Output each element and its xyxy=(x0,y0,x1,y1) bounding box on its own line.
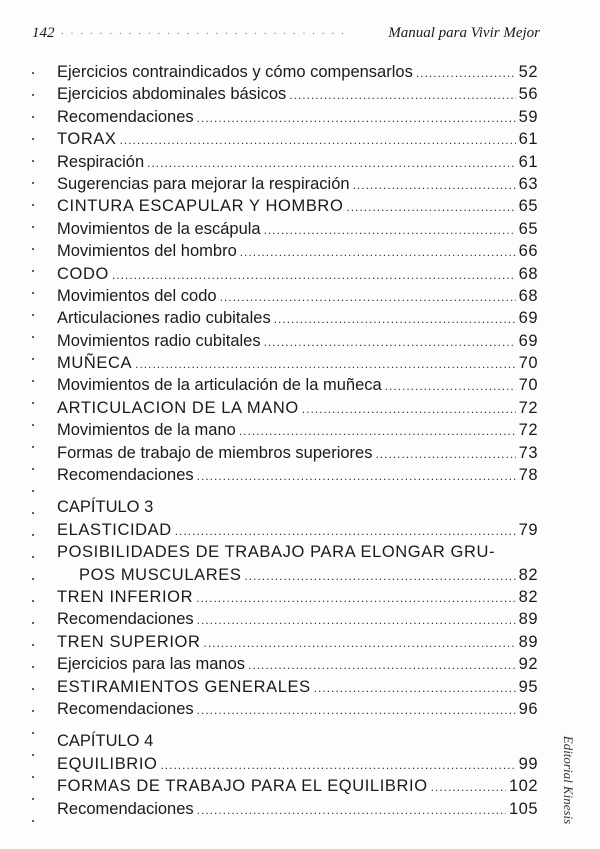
entry-page: 70 xyxy=(518,354,538,373)
dot-leader xyxy=(220,286,516,308)
entry-page: 52 xyxy=(518,63,538,81)
toc-entry xyxy=(57,464,538,486)
dot-leader xyxy=(196,587,516,609)
entry-page: 70 xyxy=(518,376,538,395)
dot-leader xyxy=(240,241,516,263)
dot-leader xyxy=(416,62,516,84)
toc-entry xyxy=(57,151,538,173)
entry-page: 61 xyxy=(518,130,538,149)
toc-heading xyxy=(57,541,538,563)
entry-page: 72 xyxy=(518,398,538,417)
toc-heading xyxy=(57,730,538,752)
entry-page: 79 xyxy=(518,520,538,539)
entry-title: Ejercicios abdominales básicos xyxy=(57,85,287,104)
entry-page: 56 xyxy=(518,85,538,104)
dot-leader xyxy=(160,754,515,776)
dot-leader xyxy=(197,107,516,129)
entry-title: Movimientos de la mano xyxy=(57,421,236,440)
toc-entry xyxy=(57,698,538,720)
dot-leader xyxy=(264,219,516,241)
entry-page: 82 xyxy=(518,587,538,606)
entry-page: 92 xyxy=(518,655,538,674)
entry-page: 59 xyxy=(518,107,538,126)
toc-entry xyxy=(57,106,538,128)
entry-page: 96 xyxy=(518,699,538,718)
entry-title: EQUILIBRIO xyxy=(57,754,158,773)
dot-leader xyxy=(197,465,516,487)
entry-title: Movimientos de la articulación de la muñeca xyxy=(57,376,382,395)
dot-leader xyxy=(197,699,516,721)
toc-entry xyxy=(57,195,538,217)
entry-title: ELASTICIDAD xyxy=(57,520,172,539)
entry-title: Recomendaciones xyxy=(57,799,194,818)
entry-page: 65 xyxy=(518,219,538,238)
toc-entry xyxy=(57,676,538,698)
entry-title: Formas de trabajo de miembros superiores xyxy=(57,443,373,462)
entry-page: 69 xyxy=(518,309,538,328)
toc-entry xyxy=(57,83,538,105)
entry-title: Recomendaciones xyxy=(57,107,194,126)
toc-entry xyxy=(57,374,538,396)
toc-entry xyxy=(57,564,538,586)
toc-entry xyxy=(57,631,538,653)
toc-entry xyxy=(57,218,538,240)
toc-entry xyxy=(57,586,538,608)
entry-page: 65 xyxy=(518,197,538,216)
dot-leader xyxy=(248,654,516,676)
publisher-text: Editorial Kinesis xyxy=(561,735,576,825)
entry-page: 68 xyxy=(518,286,538,305)
toc-entry xyxy=(57,263,538,285)
page-number: 142 xyxy=(32,25,55,41)
entry-title: FORMAS DE TRABAJO PARA EL EQUILIBRIO xyxy=(57,777,428,796)
entry-title: Recomendaciones xyxy=(57,699,194,718)
toc-entry xyxy=(57,128,538,150)
toc-entry xyxy=(57,352,538,374)
margin-dots xyxy=(30,62,36,842)
entry-title: Movimientos del codo xyxy=(57,286,217,305)
entry-title: Respiración xyxy=(57,152,145,171)
entry-page: 95 xyxy=(518,677,538,696)
dot-leader xyxy=(203,632,515,654)
toc-entry xyxy=(57,519,538,541)
dot-leader xyxy=(274,308,516,330)
entry-title: Ejercicios para las manos xyxy=(57,655,245,674)
dot-leader xyxy=(314,677,516,699)
dot-leader xyxy=(375,443,515,465)
toc-entry xyxy=(57,285,538,307)
entry-page: 68 xyxy=(518,264,538,283)
dot-leader xyxy=(431,776,506,798)
dot-leader xyxy=(120,129,516,151)
dot-leader xyxy=(197,609,516,631)
toc-entry xyxy=(57,753,538,775)
publisher-imprint xyxy=(558,722,576,842)
entry-page: 78 xyxy=(518,466,538,485)
dot-leader xyxy=(353,174,516,196)
toc-entry xyxy=(57,798,538,820)
entry-page: 99 xyxy=(518,754,538,773)
toc-entry xyxy=(57,240,538,262)
entry-page: 73 xyxy=(518,443,538,462)
entry-page: 63 xyxy=(518,174,538,193)
toc-entry xyxy=(57,307,538,329)
table-of-contents xyxy=(57,61,538,820)
dot-leader xyxy=(239,420,516,442)
entry-title: ARTICULACION DE LA MANO xyxy=(57,398,299,417)
entry-title: Articulaciones radio cubitales xyxy=(57,309,271,328)
entry-page: 89 xyxy=(518,610,538,629)
header-leader: ······························ xyxy=(60,28,351,40)
entry-title: CAPÍTULO 3 xyxy=(57,498,154,517)
dot-leader xyxy=(135,353,516,375)
section-gap xyxy=(57,486,538,496)
toc-entry xyxy=(57,330,538,352)
entry-title: CAPÍTULO 4 xyxy=(57,732,154,751)
toc-entry xyxy=(57,397,538,419)
entry-title: MUÑECA xyxy=(57,354,133,373)
running-header xyxy=(32,25,540,47)
entry-title: Recomendaciones xyxy=(57,466,194,485)
dot-leader xyxy=(385,375,516,397)
section-gap xyxy=(57,720,538,730)
dot-leader xyxy=(244,565,515,587)
entry-title: CINTURA ESCAPULAR Y HOMBRO xyxy=(57,197,344,216)
entry-title: Sugerencias para mejorar la respiración xyxy=(57,174,350,193)
dot-leader xyxy=(346,196,515,218)
entry-title: POSIBILIDADES DE TRABAJO PARA ELONGAR GRU- xyxy=(57,543,496,562)
entry-title: ESTIRAMIENTOS GENERALES xyxy=(57,677,311,696)
toc-entry xyxy=(57,61,538,83)
entry-title: TREN SUPERIOR xyxy=(57,632,201,651)
entry-title: CODO xyxy=(57,264,109,283)
toc-entry xyxy=(57,419,538,441)
book-title: Manual para Vivir Mejor xyxy=(388,25,540,41)
toc-entry xyxy=(57,173,538,195)
entry-page: 89 xyxy=(518,632,538,651)
dot-leader xyxy=(197,799,506,821)
entry-title: TREN INFERIOR xyxy=(57,587,194,606)
dot-leader xyxy=(147,152,516,174)
entry-page: 82 xyxy=(518,565,538,584)
dot-leader xyxy=(264,331,516,353)
entry-page: 105 xyxy=(508,799,538,818)
toc-heading xyxy=(57,496,538,518)
entry-page: 66 xyxy=(518,242,538,261)
toc-entry xyxy=(57,608,538,630)
toc-entry xyxy=(57,775,538,797)
dot-leader xyxy=(289,84,515,106)
toc-entry xyxy=(57,442,538,464)
entry-title: TORAX xyxy=(57,130,117,149)
dot-leader xyxy=(302,398,516,420)
entry-title: Ejercicios contraindicados y cómo compensarlos xyxy=(57,63,413,81)
entry-title: Movimientos del hombro xyxy=(57,242,237,261)
entry-page: 69 xyxy=(518,331,538,350)
entry-page: 102 xyxy=(508,777,538,796)
dot-leader xyxy=(112,264,516,286)
entry-page: 61 xyxy=(518,152,538,171)
dot-leader xyxy=(175,520,516,542)
entry-title: Movimientos radio cubitales xyxy=(57,331,261,350)
entry-title: Movimientos de la escápula xyxy=(57,219,261,238)
entry-title: POS MUSCULARES xyxy=(79,565,242,584)
entry-page: 72 xyxy=(518,421,538,440)
entry-title: Recomendaciones xyxy=(57,610,194,629)
toc-entry xyxy=(57,653,538,675)
